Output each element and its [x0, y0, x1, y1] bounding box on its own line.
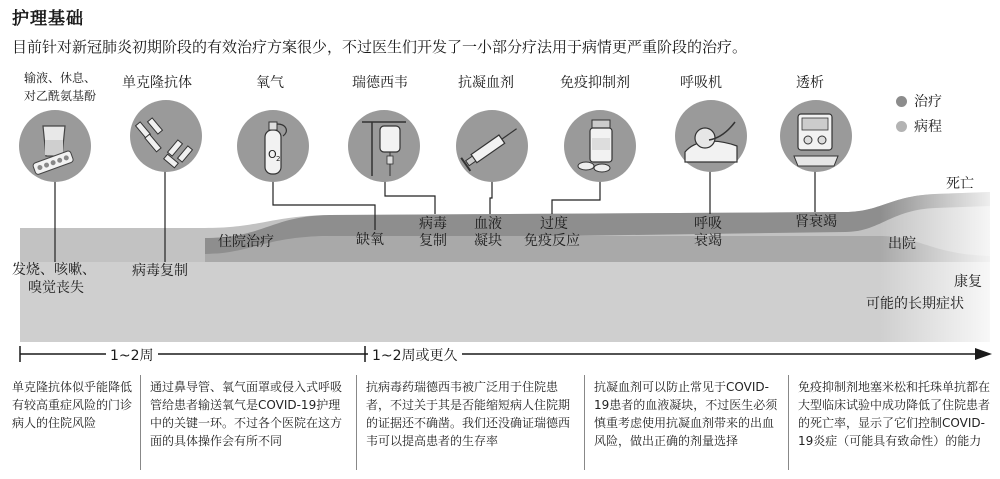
dialysis-machine-icon	[780, 100, 852, 172]
connector-anticoagulant	[490, 178, 492, 214]
flow-recovery: 康复	[954, 274, 982, 290]
treatment-label-dialysis: 透析	[796, 75, 824, 91]
flow-resp-failure-1: 呼吸	[694, 216, 722, 232]
flow-viral-replication-1: 病毒	[419, 216, 447, 232]
flow-resp-failure-2: 衰竭	[694, 233, 722, 249]
treatment-label-immunosuppressant: 免疫抑制剂	[560, 75, 630, 91]
note-divider-1	[140, 375, 141, 470]
legend-course: 病程	[914, 119, 942, 135]
antibody-icon	[130, 100, 202, 172]
svg-text:O: O	[268, 148, 277, 161]
flow-symptoms-1: 发烧、咳嗽、	[12, 262, 96, 278]
note-divider-3	[584, 375, 585, 470]
flow-immune-2: 免疫反应	[524, 233, 580, 249]
flow-virus-replication: 病毒复制	[132, 263, 188, 279]
note-anticoagulant: 抗凝血剂可以防止常见于COVID-19患者的血液凝块，不过医生必须慎重考虑使用抗凝血剂带来的出血风险，做出正确的剂量选择	[594, 380, 778, 448]
flow-blood-clot-1: 血液	[474, 216, 502, 232]
flow-death: 死亡	[946, 176, 974, 192]
legend-treatment: 治疗	[914, 94, 942, 110]
treatment-label-remdesivir: 瑞德西韦	[352, 75, 408, 91]
treatment-label-fluids-1: 输液、休息、	[24, 71, 97, 85]
treatment-label-ventilator: 呼吸机	[680, 75, 722, 91]
fluids-pills-icon	[19, 110, 91, 182]
timeline-arrow	[975, 348, 992, 360]
flow-kidney-failure: 肾衰竭	[795, 214, 837, 230]
svg-text:2: 2	[276, 155, 281, 163]
note-antibody: 单克隆抗体似乎能降低有较高重症风险的门诊病人的住院风险	[12, 380, 133, 430]
note-oxygen: 通过鼻导管、氧气面罩或侵入式呼吸管给患者输送氧气是COVID-19护理中的关键一环。不过各个医院在这方面的具体操作会有所不同	[150, 380, 343, 448]
section-title: 护理基础	[12, 9, 84, 29]
flow-viral-replication-2: 复制	[419, 233, 447, 249]
note-immunosuppressant: 免疫抑制剂地塞米松和托珠单抗都在大型临床试验中成功降低了住院患者的死亡率，显示了它们控制COVID-19炎症（可能具有致命性）的能力	[798, 380, 991, 448]
iv-drip-icon	[348, 110, 420, 182]
connector-remdesivir	[385, 178, 435, 214]
treatment-label-antibody: 单克隆抗体	[122, 75, 192, 91]
subtitle: 目前针对新冠肺炎初期阶段的有效治疗方案很少，不过医生们开发了一小部分疗法用于病情更严重阶段的治疗。	[12, 38, 748, 56]
note-divider-4	[788, 375, 789, 470]
legend-course-swatch	[896, 121, 907, 132]
flow-discharge: 出院	[888, 236, 916, 252]
course-band-discharge	[205, 236, 990, 262]
timeline-period-2: 1~2周或更久	[368, 345, 462, 365]
treatment-label-oxygen: 氧气	[256, 75, 284, 91]
flow-long-term: 可能的长期症状	[866, 296, 964, 312]
flow-blood-clot-2: 凝块	[474, 233, 502, 249]
flow-symptoms-2: 嗅觉丧失	[28, 280, 84, 296]
treatment-label-anticoagulant: 抗凝血剂	[458, 75, 514, 91]
flow-hypoxia: 缺氧	[356, 232, 384, 248]
flow-immune-1: 过度	[540, 216, 568, 232]
connector-immuno	[552, 178, 600, 214]
syringe-icon	[456, 110, 528, 182]
ventilator-patient-icon	[675, 100, 747, 172]
treatment-label-fluids-2: 对乙酰氨基酚	[24, 89, 97, 103]
legend-treatment-swatch	[896, 96, 907, 107]
oxygen-tank-icon	[237, 110, 309, 182]
medicine-bottle-icon	[564, 110, 636, 182]
timeline-period-1: 1~2周	[106, 345, 158, 365]
flow-hospitalized: 住院治疗	[218, 234, 274, 250]
note-divider-2	[356, 375, 357, 470]
note-remdesivir: 抗病毒药瑞德西韦被广泛用于住院患者，不过关于其是否能缩短病人住院期的证据还不确凿。我们还没确证瑞德西韦可以提高患者的生存率	[366, 380, 571, 448]
